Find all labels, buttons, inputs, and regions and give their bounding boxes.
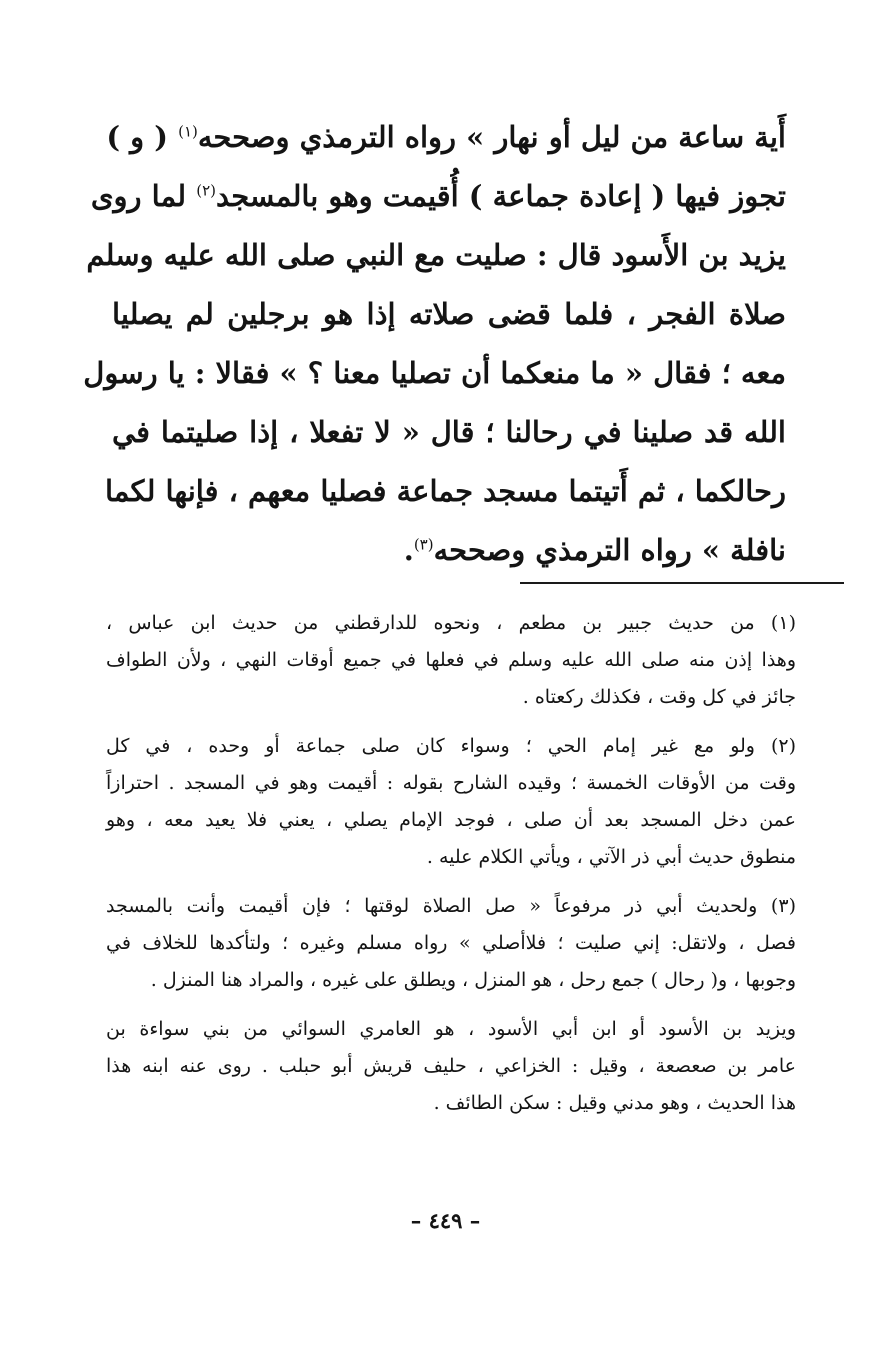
footnote-1-line: جائز في كل وقت ، فكذلك ركعتاه . — [522, 686, 796, 708]
main-line-7: رحالكما ، ثم أَتيتما مسجد جماعة فصليا معهم ، فإنها لكما — [104, 474, 786, 508]
footnote-3-line: (٣) ولحديث أبي ذر مرفوعاً « صل الصلاة لوقتها ؛ فإن أقيمت وأنت بالمسجد — [106, 895, 796, 917]
bio-line: عامر بن صعصعة ، وقيل : الخزاعي ، حليف قريش أبو حبلب . روى عنه ابنه هذا — [106, 1055, 796, 1077]
footnote-2-line: (٢) ولو مع غير إمام الحي ؛ وسواء كان صلى جماعة أو وحده ، في كل — [106, 735, 796, 757]
footnote-2 — [106, 728, 796, 876]
footnote-1 — [106, 605, 796, 716]
footnote-3-line: وجوبها ، و( رحال ) جمع رحل ، هو المنزل ، ويطلق على غيره ، والمراد هنا المنزل . — [150, 969, 796, 991]
footnote-ref-3: (٣) — [413, 535, 434, 554]
main-line-8: نافلة » رواه الترمذي وصححه$^{(٣)}$. — [403, 533, 786, 567]
footnote-2-line: عمن دخل المسجد بعد أن صلى ، فوجد الإمام يصلي ، يعني فلا يعيد معه ، وهو — [106, 809, 796, 831]
footnote-3 — [106, 888, 796, 999]
footnote-2-line: منطوق حديث أبي ذر الآتي ، ويأتي الكلام عليه . — [426, 846, 796, 868]
page-number: – ٤٤٩ – — [410, 1208, 481, 1233]
main-line-8-tail: . — [403, 533, 414, 567]
bio-line: ويزيد بن الأسود أو ابن أبي الأسود ، هو العامري السوائي من بني سواءة بن — [106, 1018, 796, 1040]
footnote-1-line: (١) من حديث جبير بن مطعم ، ونحوه للدارقطني من حديث ابن عباس ، — [106, 612, 796, 634]
footnote-3-bio — [106, 1011, 796, 1122]
main-line-3: يزيد بن الأَسود قال : صليت مع النبي صلى الله عليه وسلم — [86, 238, 786, 272]
main-line-4: صلاة الفجر ، فلما قضى صلاته إذا هو برجلين لم يصليا — [112, 297, 786, 331]
main-line-2-tail: لما روى — [90, 179, 187, 213]
footnote-1-line: وهذا إذن منه صلى الله عليه وسلم في فعلها في جميع أوقات النهي ، ولأن الطواف — [106, 649, 796, 671]
bio-line: هذا الحديث ، وهو مدني وقيل : سكن الطائف . — [433, 1092, 796, 1114]
main-line-1-tail: ( و ) — [106, 120, 168, 154]
footnote-ref-2: (٢) — [196, 181, 216, 200]
footnote-ref-1: (١) — [178, 122, 198, 141]
footnote-separator — [520, 582, 844, 584]
main-line-2: تجوز فيها ( إعادة جماعة ) أُقيمت وهو بالمسجد$^{(٢)}$ لما روى — [90, 179, 786, 213]
main-line-1: أَية ساعة من ليل أو نهار » رواه الترمذي وصححه$^{(١)}$ ( و ) — [106, 120, 786, 154]
main-line-5: معه ؛ فقال « ما منعكما أن تصليا معنا ؟ » فقالا : يا رسول — [83, 356, 786, 390]
footnote-2-line: وقت من الأوقات الخمسة ؛ وقيده الشارح بقوله : أقيمت وهو في المسجد . احترازاً — [106, 772, 796, 794]
footnote-3-line: فصل ، ولاتقل: إني صليت ؛ فلاأصلي » رواه مسلم وغيره ؛ ولتأكدها للخلاف في — [106, 932, 796, 954]
footnotes-section — [106, 605, 796, 1134]
main-line-6: الله قد صلينا في رحالنا ؛ قال « لا تفعلا ، إذا صليتما في — [112, 415, 786, 449]
main-text-block — [83, 108, 786, 580]
